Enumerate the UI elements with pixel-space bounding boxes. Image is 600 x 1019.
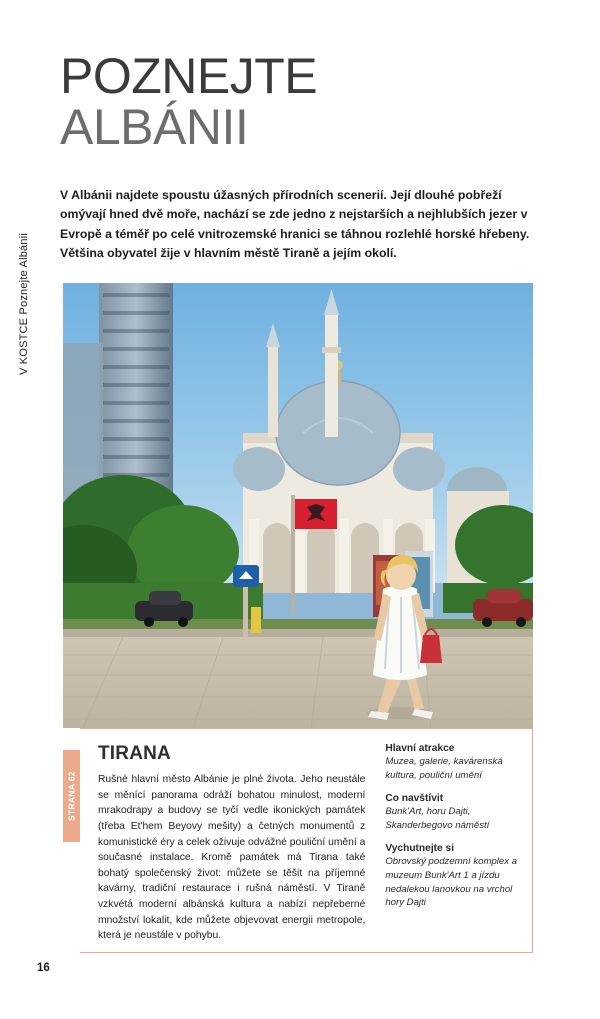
- side-section-text: Bunk'Art, horu Dajti, Skanderbegovo náměstí: [385, 806, 490, 831]
- page-title-line-1: POZNEJTE: [60, 48, 318, 104]
- article-main-column: [80, 729, 379, 952]
- article-side-column: [379, 729, 532, 952]
- article-card: [80, 728, 533, 953]
- side-section-heading: Co navštívit: [385, 793, 444, 805]
- strana-tab-label: STRANA 62: [66, 771, 77, 821]
- photo-illustration: [63, 283, 533, 728]
- side-section-attractions: [385, 743, 522, 782]
- side-section-enjoy: [385, 843, 522, 909]
- side-section-text: Obrovský podzemní komplex a muzeum Bunk'Art 1 a jízdu nedalekou lanovkou na vrchol hory Dajti: [385, 856, 518, 909]
- page-title: [60, 48, 530, 155]
- side-section-heading: Vychutnejte si: [385, 843, 455, 855]
- page-title-line-2: ALBÁNII: [60, 99, 249, 155]
- article-block: [63, 728, 533, 953]
- side-section-text: Muzea, galerie, kavárenská kultura, pouliční umění: [385, 756, 503, 781]
- vertical-section-label: V KOSTCE Poznejte Albánii: [18, 233, 30, 375]
- intro-paragraph: V Albánii najdete spoustu úžasných přírodních scenerií. Její dlouhé pobřeží omývají hned dvě moře, nachází se zde jedno z nejstarších a nejhlubších jezer v Evropě a téměř po celé vnitrozemské hranici se táhnou rozlehlé horské hřebeny. Většina obyvatel žije v hlavním městě Tiraně a jejím okolí.: [60, 188, 530, 261]
- side-section-heading: Hlavní atrakce: [385, 743, 455, 754]
- strana-tab: [63, 750, 80, 842]
- page-number: 16: [37, 962, 50, 974]
- side-section-visit: [385, 793, 522, 832]
- photo-tirana: [63, 283, 533, 728]
- article-heading: TIRANA: [98, 743, 171, 764]
- article-body-text: Rušné hlavní město Albánie je plné života. Jeho neustále se měnící panorama odráží bohatou minulost, moderní mrakodrapy a budovy se tyčí vedle ikonických památek (třeba Et'hem Beyovy mešity) a četných monumentů z komunistické éry a celek oživuje odvážné pouliční umění a současné instalace. Kromě památek má Tirana také bohatý společenský život: můžete se těšit na příjemné kavárny, tradiční restaurace i rušná náměstí. V Tiraně vzkvétá moderní albánská kultura a nabízí nepřeberné množství lokalit, kde můžete objevovat energii metropole, která je neustále v pohybu.: [98, 774, 366, 942]
